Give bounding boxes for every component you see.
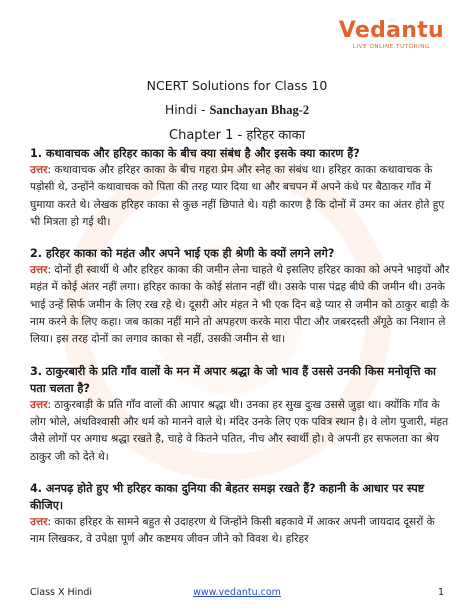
qa-item [30, 480, 450, 549]
book-name: Sanchayan Bhag-2 [209, 103, 310, 117]
chapter-title: Chapter 1 - हरिहर काका [169, 128, 305, 143]
answer-body: : दोनों ही स्वार्थी थे और हरिहर काका की जमीन लेना चाहते थे इसलिए हरिहर काका को अपने भाइयों और महंत में कोई अंतर नहीं लगा। हरिहर काका के कोई संतान नहीं थी। उसके पास पंद्रह बीघे की जमीन थी। उनके भाई उन्हें सिर्फ जमीन के लिए रख रहे थे। दूसरी ओर मंहत ने भी एक दिन बड़े प्यार से जमीन को ठाकुर बाड़ी के नाम करने के लिए कहा। जब काका नहीं माने तो अपहरण करके मारा पीटा और जबरदस्ती अँगूठे का निशान ले लिया। इस तरह दोनों का लगाव काका से नहीं, उसकी जमीन से था। [30, 264, 450, 346]
answer-label: उत्तर [30, 164, 48, 176]
logo-tagline: LIVE ONLINE TUTORING [352, 44, 430, 50]
answer-label: उत्तर [30, 515, 48, 528]
subject-line [0, 102, 474, 118]
question-text: 1. कथावाचक और हरिहर काका के बीच क्या संबंध है और इसके क्या कारण हैं? [30, 147, 360, 160]
answer-text [30, 262, 450, 348]
logo-letter: V [338, 18, 355, 43]
qa-list [30, 145, 450, 562]
answer-text [30, 514, 450, 549]
qa-item [30, 145, 450, 231]
question-text: 2. हरिहर काका को महंत और अपने भाई एक ही श्रेणी के क्यों लगने लगे? [30, 247, 335, 261]
vedantu-logo [339, 20, 444, 50]
qa-item [30, 245, 450, 348]
qa-item [30, 363, 450, 466]
page-number: 1 [437, 587, 444, 598]
answer-text [30, 397, 450, 466]
question-text: 3. ठाकुरबारी के प्रति गाँव वालों के मन में अपार श्रद्धा के जो भाव हैं उससे उनकी किस मनोवृत्ति का पता चलता है? [30, 364, 436, 395]
answer-body: : कथावाचक और हरिहर काका के बीच गहरा प्रेम और स्नेह का संबंध था। हरिहर काका कथावाचक के पड़ोसी थे, उन्होंने कथावाचक को पिता की तरह प्यार दिया था और बचपन में अपने कंधे पर बैठाकर गाँव में घुमाया करते थे। लेखक हरिहर काका से कुछ नहीं छिपाते थे। यही कारण है कि दोनों में उमर का अंतर होते हुए भी मित्रता हो गई थी। [30, 164, 445, 228]
subject-label: Hindi - [164, 102, 210, 117]
footer-class-label: Class X Hindi [30, 587, 93, 598]
question-text: 4. अनपढ़ होते हुए भी हरिहर काका दुनिया की बेहतर समझ रखते हैं? कहानी के आधार पर स्पष्ट कीजिए। [30, 481, 425, 512]
answer-label: उत्तर [30, 398, 48, 411]
answer-body: : काका हरिहर के सामने बहुत से उदाहरण थे जिन्होंने किसी बहकावे में आकर अपनी जायदाद दूसरों के नाम लिखकर, वे उपेक्षा पूर्ण और कष्टमय जीवन जीने को विवश थे। हरिहर [30, 515, 435, 546]
answer-body: : ठाकुरबाड़ी के प्रति गाँव वालों की आपार श्रद्धा थी। उनका हर सुख दुःख उससे जुड़ा था। क्योंकि गाँव के लोग भोले, अंधविश्वासी और धर्म को मानने वाले थे। मंदिर उनके लिए एक पवित्र स्थान है। वे लोग पुजारी, मंहत जैसे लोगों पर अगाध श्रद्धा रखते है, चाहे वे कितने पतित, नीच और स्वार्थी हो। वे अपनी हर सफलता का श्रेय ठाकुर जी को देते थे। [30, 398, 449, 463]
footer-website-link[interactable]: www.vedantu.com [193, 587, 281, 598]
logo-wordmark [339, 20, 444, 42]
answer-text [30, 162, 450, 231]
page-title: NCERT Solutions for Class 10 [146, 78, 328, 93]
logo-rest: edantu [354, 18, 444, 43]
answer-label: उत्तर [30, 264, 48, 277]
